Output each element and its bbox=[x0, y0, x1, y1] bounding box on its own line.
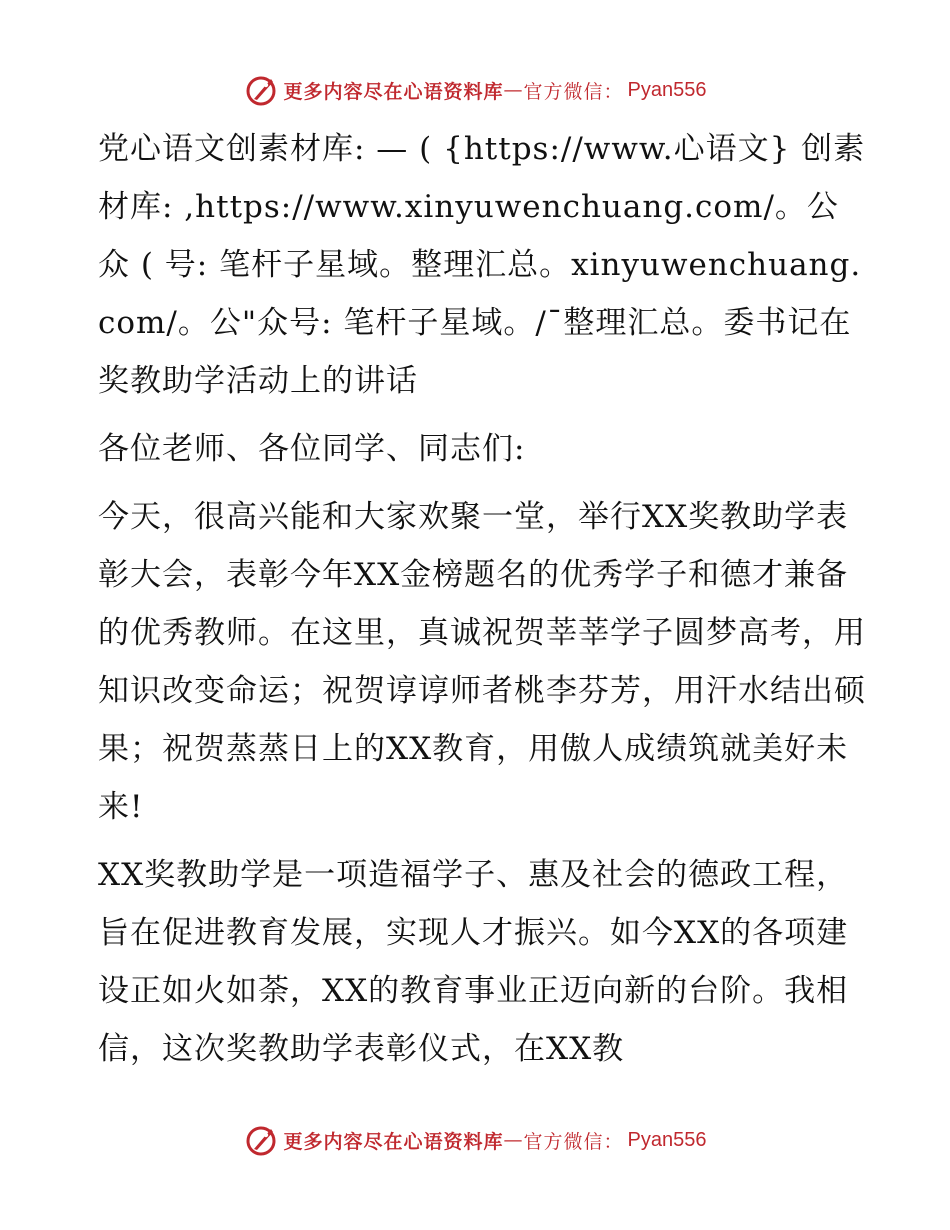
paragraph-body: XX奖教助学是一项造福学子、惠及社会的德政工程，旨在促进教育发展，实现人才振兴。如今XX的各项建设正如火如荼，XX的教育事业正迈向新的台阶。我相信，这次奖教助学表彰仪式，在XX教 bbox=[98, 857, 849, 1067]
watermark-wechat-id: Pyan556 bbox=[627, 78, 707, 101]
watermark-main-text: 更多内容尽在心语资料库 bbox=[283, 80, 504, 103]
watermark-separator: — bbox=[503, 1129, 524, 1151]
paragraph-salutation: 各位老师、各位同学、同志们: bbox=[98, 431, 526, 467]
watermark-separator: — bbox=[503, 79, 524, 101]
header-watermark bbox=[0, 70, 950, 110]
document-body bbox=[98, 120, 868, 1088]
watermark-wechat-label: 官方微信： bbox=[523, 1130, 624, 1153]
footer-watermark bbox=[0, 1120, 950, 1160]
paragraph-title: 党心语文创素材库: — ( {https://www.心语文} 创素材库: ,https://www.xinyuwenchuang.com/。公众 ( 号: 笔杆子星域。整理汇总。xinyuwenchuang.com/。公"众号: 笔杆子星域。/¯整理汇总。委书记在奖教助学活动上的讲话 bbox=[98, 131, 866, 399]
watermark-wechat-id: Pyan556 bbox=[627, 1128, 707, 1151]
quill-logo-icon bbox=[244, 73, 278, 107]
watermark-wechat-label: 官方微信： bbox=[523, 80, 624, 103]
quill-logo-icon bbox=[244, 1123, 278, 1157]
paragraph-opening: 今天，很高兴能和大家欢聚一堂，举行XX奖教助学表彰大会，表彰今年XX金榜题名的优秀学子和德才兼备的优秀教师。在这里，真诚祝贺莘莘学子圆梦高考，用知识改变命运；祝贺谆谆师者桃李芬芳，用汗水结出硕果；祝贺蒸蒸日上的XX教育，用傲人成绩筑就美好未来! bbox=[98, 499, 866, 825]
watermark-main-text: 更多内容尽在心语资料库 bbox=[283, 1130, 504, 1153]
